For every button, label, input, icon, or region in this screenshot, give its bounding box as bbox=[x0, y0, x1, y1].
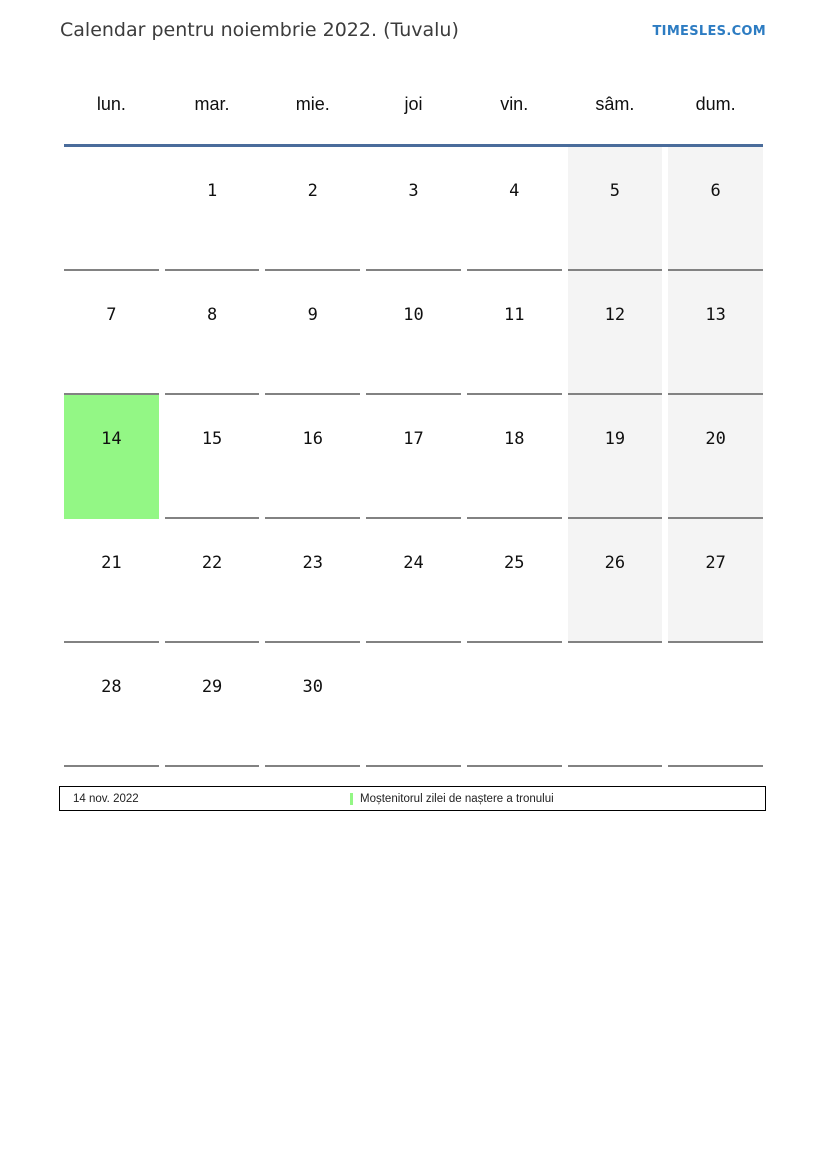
weekday-header-tue: mar. bbox=[194, 94, 230, 114]
site-link[interactable]: TIMESLES.COM bbox=[652, 24, 766, 39]
day-cell: 8 bbox=[165, 271, 260, 395]
weekday-header-thu: joi bbox=[404, 94, 423, 114]
day-cell: 27 bbox=[668, 519, 763, 643]
day-cell bbox=[668, 643, 763, 767]
day-cell: 17 bbox=[366, 395, 461, 519]
day-cell: 20 bbox=[668, 395, 763, 519]
day-cell: 28 bbox=[64, 643, 159, 767]
weekday-header-row bbox=[64, 84, 763, 147]
calendar-grid bbox=[64, 147, 763, 767]
weekday-header-mon: lun. bbox=[96, 94, 126, 114]
day-cell: 22 bbox=[165, 519, 260, 643]
day-cell: 1 bbox=[165, 147, 260, 271]
day-cell: 29 bbox=[165, 643, 260, 767]
day-cell: 9 bbox=[265, 271, 360, 395]
legend-event-label: Moștenitorul zilei de naștere a tronului bbox=[360, 792, 554, 805]
day-cell bbox=[366, 643, 461, 767]
weekday-header-sun: dum. bbox=[695, 94, 736, 114]
page-title: Calendar pentru noiembrie 2022. (Tuvalu) bbox=[60, 19, 459, 41]
day-cell: 15 bbox=[165, 395, 260, 519]
day-cell: 26 bbox=[568, 519, 663, 643]
day-cell: 19 bbox=[568, 395, 663, 519]
day-cell-highlighted: 14 bbox=[64, 395, 159, 519]
day-cell: 10 bbox=[366, 271, 461, 395]
day-cell: 25 bbox=[467, 519, 562, 643]
weekday-header-sat: sâm. bbox=[595, 94, 635, 114]
weekday-header-fri: vin. bbox=[500, 94, 529, 114]
day-cell: 6 bbox=[668, 147, 763, 271]
day-cell: 16 bbox=[265, 395, 360, 519]
legend-event bbox=[350, 793, 554, 805]
day-cell: 7 bbox=[64, 271, 159, 395]
day-cell: 2 bbox=[265, 147, 360, 271]
day-cell: 12 bbox=[568, 271, 663, 395]
day-cell: 5 bbox=[568, 147, 663, 271]
day-cell bbox=[64, 147, 159, 271]
day-cell bbox=[568, 643, 663, 767]
day-cell: 30 bbox=[265, 643, 360, 767]
day-cell: 11 bbox=[467, 271, 562, 395]
weekday-header-wed: mie. bbox=[295, 94, 330, 114]
day-cell bbox=[467, 643, 562, 767]
event-marker-icon bbox=[350, 793, 353, 805]
legend-box bbox=[59, 786, 766, 811]
day-cell: 3 bbox=[366, 147, 461, 271]
day-cell: 21 bbox=[64, 519, 159, 643]
legend-date: 14 nov. 2022 bbox=[73, 792, 139, 805]
day-cell: 4 bbox=[467, 147, 562, 271]
day-cell: 23 bbox=[265, 519, 360, 643]
day-cell: 24 bbox=[366, 519, 461, 643]
day-cell: 18 bbox=[467, 395, 562, 519]
day-cell: 13 bbox=[668, 271, 763, 395]
